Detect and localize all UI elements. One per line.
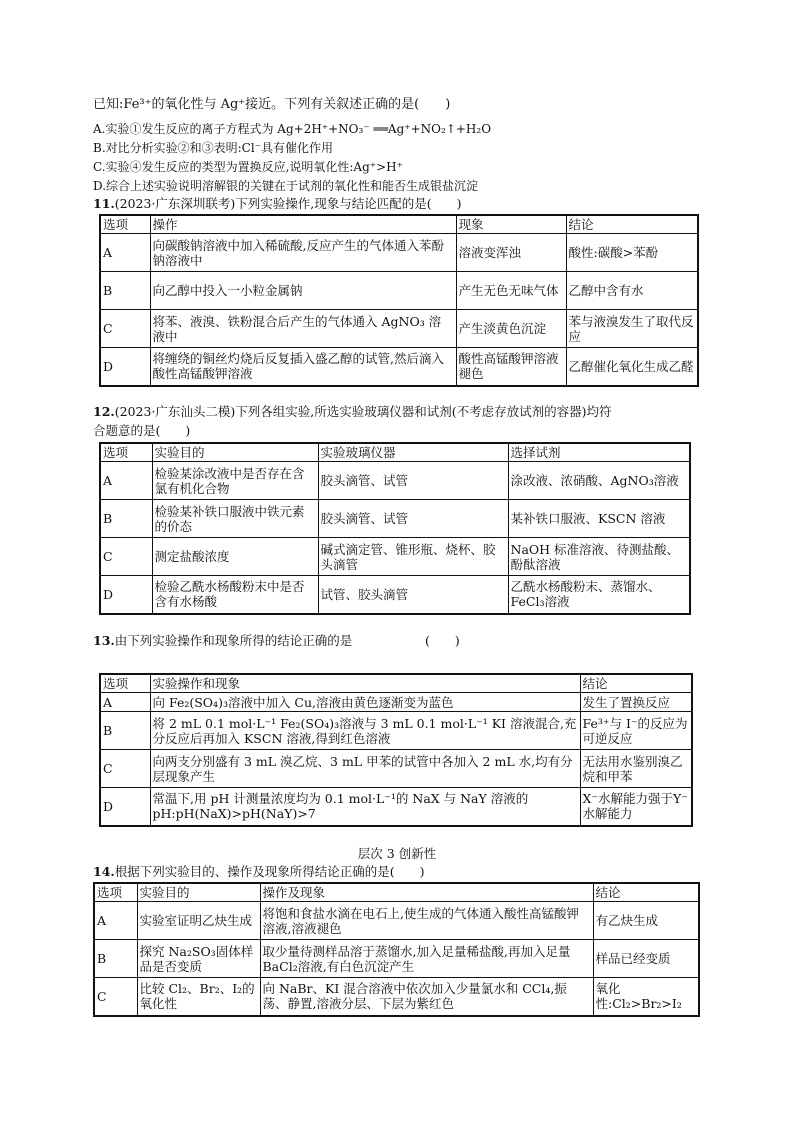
table-row: [100, 348, 698, 386]
header-cell: 实验操作和现象: [150, 674, 580, 693]
phenomenon-cell: 溶液变浑浊: [456, 234, 566, 272]
option-cell: C: [100, 750, 150, 788]
conclusion-cell: Fe³⁺与 I⁻的反应为可逆反应: [580, 712, 692, 750]
header-cell: 选项: [94, 883, 137, 902]
conclusion-cell: 样品已经变质: [593, 940, 699, 978]
table-header-row: [100, 443, 690, 462]
conclusion-cell: 发生了置换反应: [580, 693, 692, 712]
q13-answer-paren: ( ): [425, 633, 460, 648]
header-cell: 操作及现象: [260, 883, 593, 902]
conclusion-cell: 苯与液溴发生了取代反应: [566, 310, 698, 348]
q10-option-a: A.实验①发生反应的离子方程式为 Ag+2H⁺+NO₃⁻ ══Ag⁺+NO₂↑+H₂O: [93, 122, 492, 136]
q13-title: [93, 633, 352, 649]
option-cell: A: [94, 902, 137, 940]
phenomenon-cell: 产生淡黄色沉淀: [456, 310, 566, 348]
table-row: [94, 978, 699, 1016]
q12-title-line1: [93, 404, 612, 420]
header-cell: 选项: [100, 215, 150, 234]
header-cell: 结论: [593, 883, 699, 902]
operation-cell: 将 2 mL 0.1 mol·L⁻¹ Fe₂(SO₄)₃溶液与 3 mL 0.1 mol·L⁻¹ KI 溶液混合,充分反应后再加入 KSCN 溶液,得到红色溶液: [150, 712, 580, 750]
option-cell: B: [100, 272, 150, 310]
operation-cell: 向乙醇中投入一小粒金属钠: [150, 272, 456, 310]
q11-title-text: (2023·广东深圳联考)下列实验操作,现象与结论匹配的是( ): [114, 196, 462, 211]
phenomenon-cell: 产生无色无味气体: [456, 272, 566, 310]
option-cell: B: [100, 712, 150, 750]
glassware-cell: 试管、胶头滴管: [318, 576, 508, 614]
conclusion-cell: 氧化性:Cl₂>Br₂>I₂: [593, 978, 699, 1016]
level-heading: 层次 3 创新性: [357, 846, 437, 861]
option-cell: B: [94, 940, 137, 978]
purpose-cell: 测定盐酸浓度: [152, 538, 318, 576]
header-cell: 选项: [100, 443, 152, 462]
conclusion-cell: 有乙炔生成: [593, 902, 699, 940]
operation-cell: 将缠绕的铜丝灼烧后反复插入盛乙醇的试管,然后滴入酸性高锰酸钾溶液: [150, 348, 456, 386]
glassware-cell: 胶头滴管、试管: [318, 500, 508, 538]
header-cell: 结论: [566, 215, 698, 234]
q11-title: [93, 196, 462, 212]
purpose-cell: 实验室证明乙炔生成: [137, 902, 260, 940]
conclusion-cell: 乙醇催化氧化生成乙醛: [566, 348, 698, 386]
q13-title-text: 由下列实验操作和现象所得的结论正确的是: [114, 633, 353, 648]
purpose-cell: 探究 Na₂SO₃固体样品是否变质: [137, 940, 260, 978]
q10-option-d: D.综合上述实验说明溶解银的关键在于试剂的氧化性和能否生成银盐沉淀: [93, 179, 479, 193]
option-cell: A: [100, 462, 152, 500]
conclusion-cell: 乙醇中含有水: [566, 272, 698, 310]
table-header-row: [100, 215, 698, 234]
purpose-cell: 比较 Cl₂、Br₂、I₂的氧化性: [137, 978, 260, 1016]
reagent-cell: 涂改液、浓硝酸、AgNO₃溶液: [508, 462, 690, 500]
conclusion-cell: 无法用水鉴别溴乙烷和甲苯: [580, 750, 692, 788]
q11-number: 11.: [93, 196, 115, 211]
header-cell: 操作: [150, 215, 456, 234]
operation-cell: 取少量待测样品溶于蒸馏水,加入足量稀盐酸,再加入足量 BaCl₂溶液,有白色沉淀产生: [260, 940, 593, 978]
option-cell: A: [100, 693, 150, 712]
reagent-cell: 乙酰水杨酸粉末、蒸馏水、FeCl₃溶液: [508, 576, 690, 614]
purpose-cell: 检验某涂改液中是否存在含氯有机化合物: [152, 462, 318, 500]
table-row: [100, 788, 692, 826]
glassware-cell: 胶头滴管、试管: [318, 462, 508, 500]
q10-option-c: C.实验④发生反应的类型为置换反应,说明氧化性:Ag⁺>H⁺: [93, 160, 403, 174]
header-cell: 结论: [580, 674, 692, 693]
q12-table: [99, 442, 691, 615]
purpose-cell: 检验某补铁口服液中铁元素的价态: [152, 500, 318, 538]
table-row: [100, 750, 692, 788]
header-cell: 选项: [100, 674, 150, 693]
table-row: [100, 310, 698, 348]
option-cell: C: [94, 978, 137, 1016]
q12-title-line2: 合题意的是( ): [93, 423, 191, 438]
header-cell: 实验目的: [152, 443, 318, 462]
table-row: [94, 902, 699, 940]
table-row: [100, 272, 698, 310]
option-cell: B: [100, 500, 152, 538]
option-cell: D: [100, 348, 150, 386]
table-row: [100, 538, 690, 576]
operation-cell: 将饱和食盐水滴在电石上,使生成的气体通入酸性高锰酸钾溶液,溶液褪色: [260, 902, 593, 940]
option-cell: C: [100, 310, 150, 348]
header-cell: 现象: [456, 215, 566, 234]
q14-title: [93, 864, 425, 880]
q13-table: [99, 673, 693, 827]
reagent-cell: 某补铁口服液、KSCN 溶液: [508, 500, 690, 538]
table-row: [100, 693, 692, 712]
operation-cell: 将苯、液溴、铁粉混合后产生的气体通入 AgNO₃ 溶液中: [150, 310, 456, 348]
option-cell: D: [100, 576, 152, 614]
conclusion-cell: 酸性:碳酸>苯酚: [566, 234, 698, 272]
table-row: [94, 940, 699, 978]
operation-cell: 向 NaBr、KI 混合溶液中依次加入少量氯水和 CCl₄,振荡、静置,溶液分层、下层为紫红色: [260, 978, 593, 1016]
operation-cell: 向碳酸钠溶液中加入稀硫酸,反应产生的气体通入苯酚钠溶液中: [150, 234, 456, 272]
q14-table: [93, 882, 700, 1017]
table-row: [100, 712, 692, 750]
q14-number: 14.: [93, 864, 115, 879]
q10-option-b: B.对比分析实验②和③表明:Cl⁻具有催化作用: [93, 141, 334, 155]
phenomenon-cell: 酸性高锰酸钾溶液褪色: [456, 348, 566, 386]
q10-stem: 已知:Fe³⁺的氧化性与 Ag⁺接近。下列有关叙述正确的是( ): [93, 97, 451, 112]
q13-number: 13.: [93, 633, 115, 648]
table-row: [100, 234, 698, 272]
purpose-cell: 检验乙酰水杨酸粉末中是否含有水杨酸: [152, 576, 318, 614]
glassware-cell: 碱式滴定管、锥形瓶、烧杯、胶头滴管: [318, 538, 508, 576]
table-row: [100, 462, 690, 500]
header-cell: 选择试剂: [508, 443, 690, 462]
q12-number: 12.: [93, 404, 115, 419]
header-cell: 实验玻璃仪器: [318, 443, 508, 462]
header-cell: 实验目的: [137, 883, 260, 902]
q12-title-text: (2023·广东汕头二模)下列各组实验,所选实验玻璃仪器和试剂(不考虑存放试剂的容器)均符: [114, 404, 612, 419]
table-row: [100, 576, 690, 614]
operation-cell: 常温下,用 pH 计测量浓度均为 0.1 mol·L⁻¹的 NaX 与 NaY 溶液的pH:pH(NaX)>pH(NaY)>7: [150, 788, 580, 826]
q14-title-text: 根据下列实验目的、操作及现象所得结论正确的是( ): [114, 864, 425, 879]
table-header-row: [100, 674, 692, 693]
q11-table: [99, 214, 699, 387]
option-cell: D: [100, 788, 150, 826]
conclusion-cell: X⁻水解能力强于Y⁻水解能力: [580, 788, 692, 826]
operation-cell: 向两支分别盛有 3 mL 溴乙烷、3 mL 甲苯的试管中各加入 2 mL 水,均有分层现象产生: [150, 750, 580, 788]
option-cell: C: [100, 538, 152, 576]
option-cell: A: [100, 234, 150, 272]
operation-cell: 向 Fe₂(SO₄)₃溶液中加入 Cu,溶液由黄色逐渐变为蓝色: [150, 693, 580, 712]
table-header-row: [94, 883, 699, 902]
reagent-cell: NaOH 标准溶液、待测盐酸、酚酞溶液: [508, 538, 690, 576]
table-row: [100, 500, 690, 538]
